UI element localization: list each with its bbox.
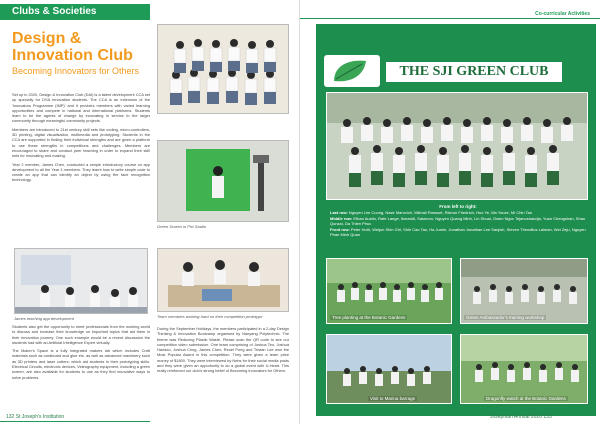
- right-footer: [490, 414, 552, 420]
- row-names: Nguyen Lim Cuong, Nazir Marovich, Mikhail Roesset, Rishon Friedrich, Huo Ye, Ma Youze, Mi Chin Tan: [348, 210, 533, 215]
- row-names: Peter Huth, Weijun Shin Ghi, Shih Cao Tao, Ha Jumin, Jonathan Jonathan Lee Sanjish, Steven Theodilus Laiman, Wei Zeju, Nguyen Phan Minh Quan: [330, 227, 586, 237]
- caption-ambassador: Green Ambassador's training workshop: [466, 315, 545, 320]
- group-photo: [157, 24, 289, 114]
- club-title: THE SJI GREEN CLUB: [386, 62, 562, 82]
- row-label: Last row:: [330, 210, 348, 215]
- marina-scene: [327, 335, 452, 404]
- left-footer: [6, 414, 64, 420]
- names-list: [330, 204, 586, 238]
- section-header: Co-curricular Activities: [535, 11, 590, 17]
- paragraph: During the September Holidays, the members participated in a 2-day Design Thinking & Innovation Bootcamp organised by Nanyang Polytechnic. The theme was Reducing Plastic Waste. Please scan the QR code to see our competition video submission. One team comprising of Joshua Teo, Joshua Hariddo, Joshua Chng, James Chen, Reuel Pong and Tristan Lee won the Most Popular Award in this competition. They were given a team prize money of $1800. They were interviewed by Nebs for their social media posts and they were given an opportunity to do a global event with U-Heart. This really reinforced our club's strong belief of Becoming Innovators for Others.: [157, 326, 289, 374]
- section-tag: Clubs & Societies: [0, 4, 150, 20]
- green-club-group-scene: [327, 93, 588, 200]
- green-screen-photo: [157, 140, 289, 222]
- caption-dragonfly: Dragonfly-watch at the Botanic Gardens: [486, 396, 566, 401]
- page-title: [12, 30, 152, 64]
- teaching-photo: [14, 248, 148, 314]
- paragraph: The Maker's Space is a fully integrated makers lab which includes Craft materials such as cardboard and glue etc. as well as advanced machinery such as 3D printers and laser cutters; which aid students in their prototyping skills. Electrical Circuits, electronic devices, Videography equipment, including a green screen, are also available for students to use as they find innovative ways to solve problems.: [12, 348, 150, 380]
- leaf-logo-icon: [324, 55, 380, 87]
- paragraph: Students also get the opportunity to meet professionals from the working world to discuss and increase their knowledge on important topics that aid them in their innovation journey. One such example would be a recent discussion the students had with an Artificial Intelligence Expert virtually.: [12, 324, 150, 345]
- green-club-group-photo: [326, 92, 588, 200]
- footer-line: [0, 421, 150, 422]
- header-line: [300, 18, 600, 19]
- school-name: St Joseph's Institution: [15, 414, 65, 420]
- page-number: 132: [6, 414, 15, 420]
- intro-text: [12, 92, 150, 186]
- dragonfly-scene: [461, 335, 588, 404]
- names-heading: From left to right:: [439, 204, 477, 209]
- caption-green-screen: Green Screen in Pixi Studio: [157, 224, 207, 229]
- prototype-scene: [158, 249, 289, 312]
- lower-right-text: [157, 326, 289, 377]
- prototype-photo: [157, 248, 289, 312]
- green-screen-scene: [158, 141, 289, 222]
- caption-marina: Visit to Marina barrage: [370, 396, 416, 401]
- row-label: Middle row:: [330, 216, 353, 221]
- page-number: 133: [543, 414, 552, 420]
- names-row: [330, 227, 586, 237]
- lower-left-text: [12, 324, 150, 383]
- caption-team: Team members working hard on their competition prototype: [157, 314, 263, 319]
- dragonfly-photo: [460, 334, 588, 404]
- annual-name: Josephian Annual 2020: [490, 414, 542, 420]
- row-names: Ethan Austin, Rafe Lange, Ikmaddi, Salomon, Nguyen Quang Minh, Lin Shuai, Owen Ngoc Tejanushandja, Yuan Chengshan, Shao Qunzai, Da Thien Phuc: [330, 216, 586, 226]
- marina-photo: [326, 334, 452, 404]
- caption-tree-planting: Tree planting at the Botanic Gardens: [332, 315, 406, 320]
- row-label: Front row:: [330, 227, 350, 232]
- teaching-scene: [15, 249, 148, 314]
- names-row: [330, 216, 586, 226]
- paragraph: Members are introduced to 21st century skill sets like coding, micro-controllers, 3D printing, digital visualisation, multimedia and prototyping. Students in the CCA are supported in finding their individual strengths and are given a platform to use these strengths in competitions and challenges. Members are encouraged to share and conduct peer teaching in order to expand their skill sets for innovating and making.: [12, 126, 150, 159]
- paragraph: Set up in 2020, Design & Innovation Club (DAI) is a talent development CCA set up specially for DSA Innovation students. The CCA is an extension of the 'Innovators Programme (IMP)' and it provides members with varied learning opportunities and compete in national and international platforms. Students learn to be the agents of change by innovating in service to the larger community through meaningful community projects.: [12, 92, 150, 124]
- page-subtitle: Becoming Innovators for Others: [12, 66, 140, 76]
- group-photo-figures: [158, 25, 289, 114]
- names-row: [330, 210, 586, 215]
- paragraph: Year 2 member, James Chen, conducted a simple introductory course on app development to all the Year 1 members. They learnt how to write simple code to create an app that can identify an object by using the face recognition technology.: [12, 161, 150, 183]
- title-line-2: Innovation Club: [12, 47, 133, 64]
- caption-james: James teaching app development: [14, 316, 74, 321]
- club-logo: [324, 55, 380, 87]
- title-line-1: Design &: [12, 30, 82, 47]
